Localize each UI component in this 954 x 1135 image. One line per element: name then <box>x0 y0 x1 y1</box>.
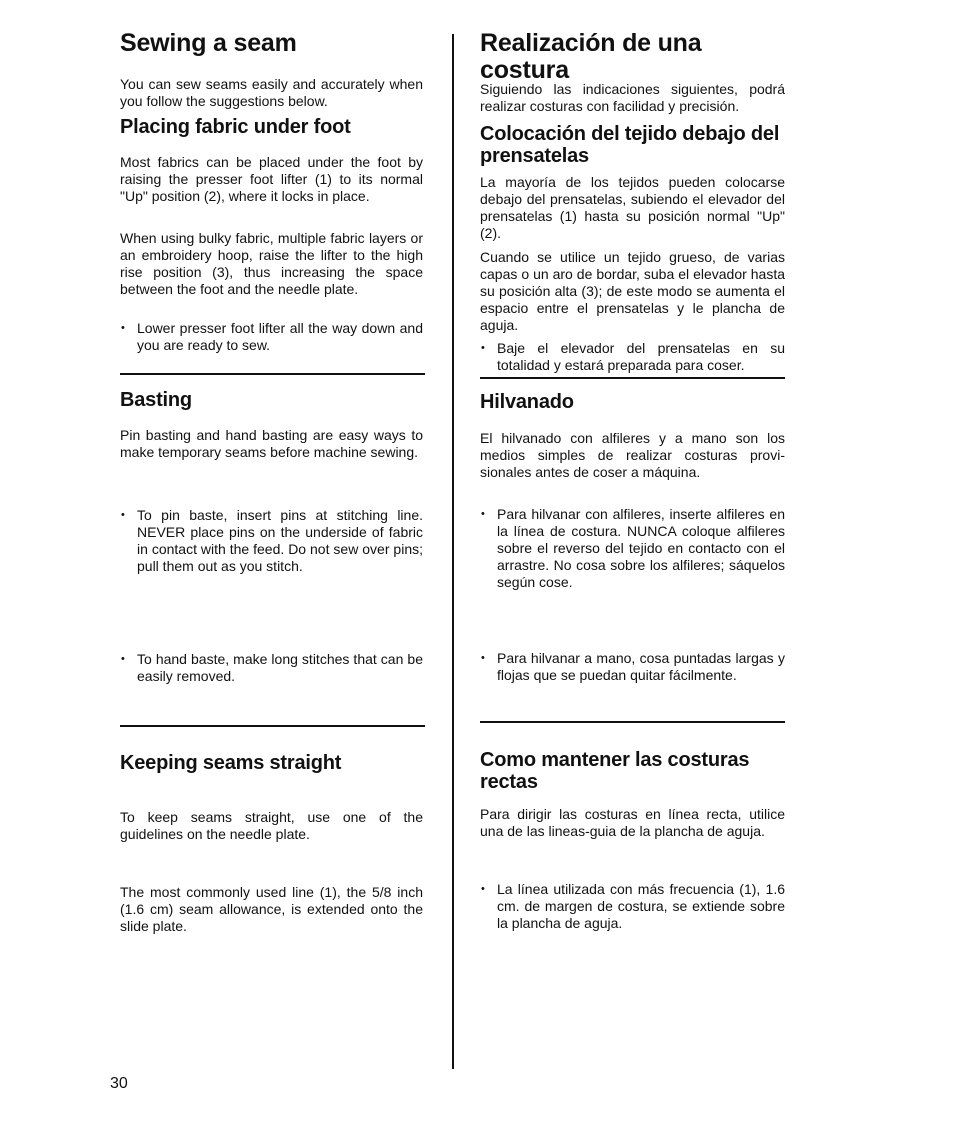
straight-paragraph-1-es: Para dirigir las costuras en línea recta, utilice una de las lineas-guia de la plancha de aguja. <box>480 806 785 839</box>
pin-baste-bullet: • To pin baste, insert pins at stitching line. NEVER place pins on the underside of fabric in contact with the feed. Do not sew over pins; pull them out as you stitch. <box>120 507 423 575</box>
hand-baste-bullet-es: • Para hilvanar a mano, cosa puntadas largas y flojas que se puedan quitar fácilmente. <box>480 650 785 684</box>
pin-baste-bullet-es: • Para hilvanar con alfileres, inserte alfileres en la línea de costura. NUNCA coloque alfileres sobre el reverso del tejido en contacto con el arrastre. No cosa sobre los alfileres; sáquelos según cose. <box>480 506 785 591</box>
intro-text: You can sew seams easily and accurately when you follow the suggestions below. <box>120 76 423 109</box>
straight-bullet-es: • La línea utilizada con más frecuencia (1), 1.6 cm. de margen de costura, se extiende sobre la plancha de aguja. <box>480 881 785 932</box>
keeping-straight-heading-es: Como mantener las costuras rectas <box>480 749 750 793</box>
placing-fabric-heading-es: Colocación del tejido debajo del prensatelas <box>480 123 780 167</box>
straight-paragraph-1: To keep seams straight, use one of the guidelines on the needle plate. <box>120 809 423 842</box>
section-divider <box>120 373 425 375</box>
basting-paragraph-es: El hilvanado con alfileres y a mano son los medios simples de realizar costuras provi-sionales antes de coser a máquina. <box>480 430 785 480</box>
basting-paragraph: Pin basting and hand basting are easy ways to make temporary seams before machine sewing. <box>120 427 423 460</box>
placing-paragraph-2: When using bulky fabric, multiple fabric layers or an embroidery hoop, raise the lifter to the high rise position (3), thus increasing the space between the foot and the needle plate. <box>120 230 423 297</box>
section-divider <box>480 377 785 379</box>
intro-text-es: Siguiendo las indicaciones siguientes, podrá realizar costuras con facilidad y precisión. <box>480 81 785 114</box>
page-number: 30 <box>110 1075 128 1092</box>
hand-baste-bullet: • To hand baste, make long stitches that can be easily removed. <box>120 651 423 685</box>
basting-heading: Basting <box>120 389 192 411</box>
straight-paragraph-2: The most commonly used line (1), the 5/8 inch (1.6 cm) seam allowance, is extended onto the slide plate. <box>120 884 423 934</box>
column-divider <box>452 34 454 1069</box>
placing-bullet-es: • Baje el elevador del prensatelas en su totalidad y estará preparada para coser. <box>480 340 785 374</box>
placing-bullet: • Lower presser foot lifter all the way down and you are ready to sew. <box>120 320 423 354</box>
placing-paragraph-2-es: Cuando se utilice un tejido grueso, de varias capas o un aro de bordar, suba el elevador hasta su posición alta (3); de este modo se aumenta el espacio entre el prensatelas y le plancha de aguja. <box>480 249 785 333</box>
placing-paragraph-1: Most fabrics can be placed under the foot by raising the presser foot lifter (1) to its normal "Up" position (2), where it locks in place. <box>120 154 423 204</box>
keeping-straight-heading: Keeping seams straight <box>120 752 342 774</box>
placing-fabric-heading: Placing fabric under foot <box>120 116 351 138</box>
placing-paragraph-1-es: La mayoría de los tejidos pueden colocarse debajo del prensatelas, subiendo el elevador del prensatelas (1) hasta su posición normal "Up" (2). <box>480 174 785 241</box>
section-divider <box>120 725 425 727</box>
page-title: Sewing a seam <box>120 29 297 57</box>
section-divider <box>480 721 785 723</box>
page-title-es: Realización de una costura <box>480 29 702 84</box>
basting-heading-es: Hilvanado <box>480 391 574 413</box>
